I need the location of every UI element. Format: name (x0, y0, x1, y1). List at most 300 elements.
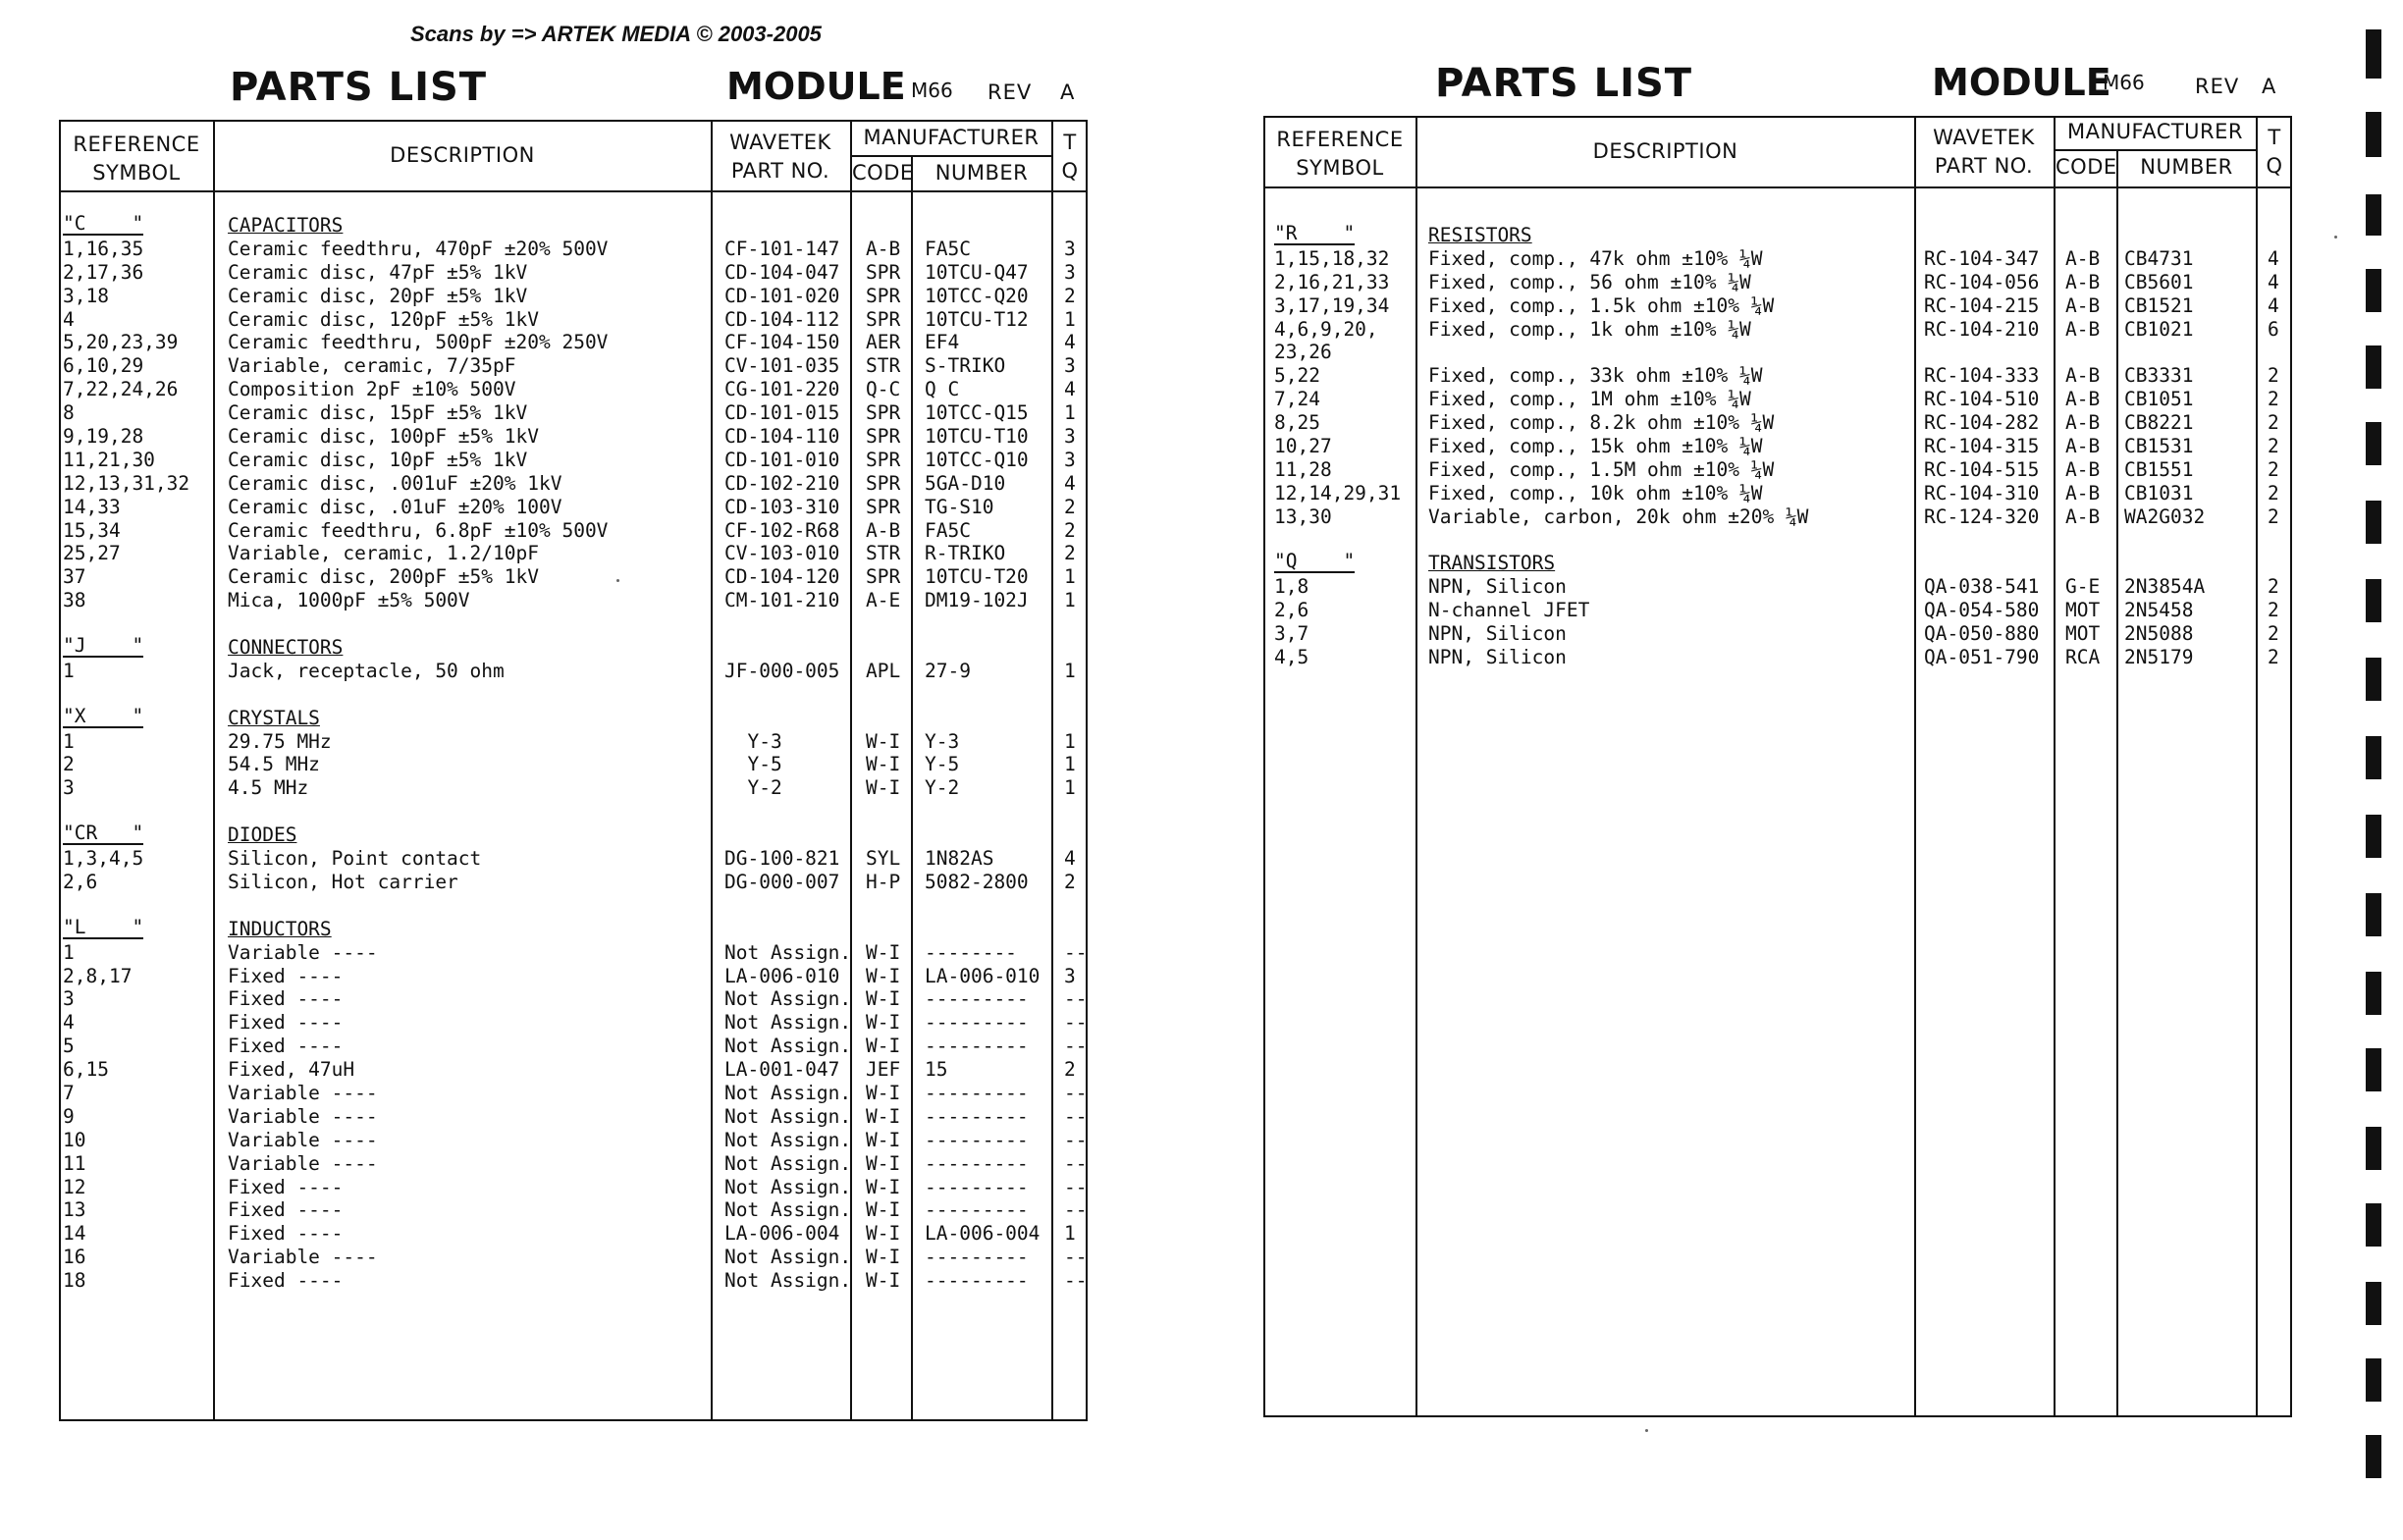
description-cell: CAPACITORS (228, 214, 344, 237)
ref-symbol-cell: 12,13,31,32 (63, 471, 190, 495)
tq-cell: 1 (1064, 659, 1076, 682)
tq-cell: 2 (2268, 622, 2279, 646)
binder-hole (2366, 1282, 2381, 1325)
description-cell: Ceramic disc, 200pF ±5% 1kV (228, 565, 539, 589)
part-number-cell: QA-038-541 (1924, 575, 2040, 599)
ref-symbol-cell: 1,16,35 (63, 237, 144, 260)
table-row (0, 941, 1088, 965)
ref-symbol-cell: 2,8,17 (63, 964, 133, 987)
mfr-code-cell: STR (866, 354, 901, 378)
module-label: MODULE (726, 65, 906, 108)
mfr-number-cell: 10TCC-Q20 (925, 284, 1029, 307)
header-description: DESCRIPTION (1592, 139, 1738, 163)
table-row (0, 247, 2297, 271)
description-cell: Fixed, 47uH (228, 1058, 355, 1082)
mfr-code-cell: A-B (2065, 481, 2101, 504)
tq-cell: -- (1064, 1269, 1088, 1293)
table-row (0, 1198, 1088, 1222)
table-row (0, 458, 2297, 482)
header-reference (61, 131, 212, 187)
tq-cell: 1 (1064, 729, 1076, 753)
tq-cell: 1 (1064, 753, 1076, 776)
tq-cell: 2 (2268, 599, 2279, 622)
table-row (0, 1269, 1088, 1293)
tq-cell: 2 (2268, 646, 2279, 669)
tq-cell: 2 (2268, 481, 2279, 504)
tq-cell: 2 (2268, 575, 2279, 599)
ref-symbol-cell: 9 (63, 1104, 75, 1128)
ref-symbol-cell: 13 (63, 1198, 86, 1222)
mfr-code-cell: W-I (866, 753, 901, 776)
mfr-number-cell: CB1531 (2124, 435, 2194, 458)
section-header-row (0, 915, 1088, 941)
tq-cell: 4 (1064, 378, 1076, 401)
mfr-code-cell: W-I (866, 964, 901, 987)
description-cell: Ceramic feedthru, 500pF ±20% 250V (228, 331, 609, 354)
table-row (0, 987, 1088, 1011)
description-cell: Fixed, comp., 56 ohm ±10% ¼W (1428, 270, 1751, 293)
mfr-number-cell: --------- (925, 1128, 1029, 1151)
part-number-cell: CD-104-047 (724, 260, 840, 284)
description-cell: Variable, ceramic, 7/35pF (228, 354, 516, 378)
table-row (0, 482, 2297, 505)
scan-speck (616, 579, 619, 582)
description-cell: TRANSISTORS (1428, 552, 1556, 575)
mfr-number-cell: CB1551 (2124, 457, 2194, 481)
tq-cell: 4 (1064, 471, 1076, 495)
mfr-number-cell: LA-006-004 (925, 1222, 1041, 1246)
description-cell: Ceramic disc, .001uF ±20% 1kV (228, 471, 562, 495)
module-value: M66 (911, 79, 953, 102)
ref-symbol-cell: 4 (63, 1011, 75, 1035)
mfr-number-cell: CB1021 (2124, 317, 2194, 341)
rev-value: A (2262, 75, 2277, 98)
part-number-cell: CD-104-110 (724, 425, 840, 449)
tq-cell: 4 (1064, 847, 1076, 871)
ref-symbol-cell: 3 (63, 987, 75, 1011)
ref-symbol-cell: 7 (63, 1081, 75, 1104)
tq-cell: 4 (2268, 293, 2279, 317)
tq-cell: 2 (2268, 388, 2279, 411)
header-number: NUMBER (934, 161, 1029, 185)
part-number-cell: CD-101-015 (724, 401, 840, 425)
scan-speck (1645, 1429, 1648, 1432)
tq-cell: 2 (1064, 542, 1076, 565)
section-header-row (0, 224, 2297, 247)
ref-symbol-cell: 10,27 (1274, 435, 1332, 458)
table-row (0, 871, 1088, 894)
tq-cell: -- (1064, 1081, 1088, 1104)
mfr-number-cell: CB1521 (2124, 293, 2194, 317)
table-row (0, 388, 2297, 411)
section-header-row (0, 552, 2297, 575)
tq-cell: -- (1064, 987, 1088, 1011)
ref-symbol-cell: 2,6 (1274, 599, 1309, 622)
description-cell: Fixed ---- (228, 1035, 344, 1058)
description-cell: Silicon, Point contact (228, 847, 482, 871)
description-cell: Variable ---- (228, 1104, 378, 1128)
ref-symbol-cell: "X " (63, 704, 144, 727)
description-cell: Variable ---- (228, 1246, 378, 1269)
description-cell: Variable ---- (228, 940, 378, 964)
table-row (0, 894, 1088, 918)
ref-symbol-cell: 14 (63, 1222, 86, 1246)
mfr-number-cell: 2N5458 (2124, 599, 2194, 622)
mfr-number-cell: 1N82AS (925, 847, 994, 871)
mfr-code-cell: A-B (2065, 435, 2101, 458)
ref-symbol-cell: 2 (63, 753, 75, 776)
description-cell: Variable ---- (228, 1081, 378, 1104)
binder-hole (2366, 1048, 2381, 1091)
mfr-code-cell: A-B (2065, 270, 2101, 293)
mfr-number-cell: --------- (925, 1269, 1029, 1293)
mfr-number-cell: 10TCU-T12 (925, 307, 1029, 331)
tq-cell: 3 (1064, 425, 1076, 449)
mfr-number-cell: --------- (925, 1246, 1029, 1269)
mfr-code-cell: W-I (866, 1104, 901, 1128)
ref-symbol-cell: 2,6 (63, 870, 98, 893)
part-number-cell: CV-103-010 (724, 542, 840, 565)
binder-hole (2366, 1358, 2381, 1402)
ref-symbol-cell: "L " (63, 915, 144, 938)
tq-cell: -- (1064, 940, 1088, 964)
mfr-number-cell: TG-S10 (925, 495, 994, 518)
table-row (0, 1058, 1088, 1082)
description-cell: Ceramic disc, 20pF ±5% 1kV (228, 284, 528, 307)
part-number-cell: Not Assign. (724, 1011, 852, 1035)
tq-cell: 3 (1064, 448, 1076, 471)
table-row (0, 294, 2297, 318)
tq-cell: 1 (1064, 401, 1076, 425)
mfr-code-cell: W-I (866, 1081, 901, 1104)
table-row (0, 1176, 1088, 1199)
scan-credit: Scans by => ARTEK MEDIA © 2003-2005 (410, 22, 822, 46)
mfr-number-cell: 10TCU-Q47 (925, 260, 1029, 284)
mfr-number-cell: Y-5 (925, 753, 960, 776)
mfr-number-cell: CB8221 (2124, 411, 2194, 435)
mfr-code-cell: SPR (866, 565, 901, 589)
mfr-number-cell: --------- (925, 987, 1029, 1011)
tq-cell: 2 (2268, 364, 2279, 388)
header-description: DESCRIPTION (390, 143, 535, 167)
tq-cell: 3 (1064, 237, 1076, 260)
header-tq-line1: T (1063, 131, 1077, 154)
header-manufacturer: MANUFACTURER (2066, 120, 2244, 143)
mfr-code-cell: W-I (866, 1198, 901, 1222)
binder-hole (2366, 422, 2381, 465)
ref-symbol-cell: 12,14,29,31 (1274, 481, 1402, 504)
part-number-cell: CF-102-R68 (724, 518, 840, 542)
part-number-cell: DG-000-007 (724, 870, 840, 893)
mfr-number-cell: --------- (925, 1198, 1029, 1222)
binder-hole (2366, 1435, 2381, 1478)
header-divider (59, 190, 1088, 192)
ref-symbol-cell: 1 (63, 729, 75, 753)
mfr-code-cell: SPR (866, 495, 901, 518)
ref-symbol-cell: 1,8 (1274, 575, 1309, 599)
mfr-code-cell: MOT (2065, 622, 2101, 646)
ref-symbol-cell: 4 (63, 307, 75, 331)
mfr-code-cell: W-I (866, 1246, 901, 1269)
part-number-cell: Y-3 (724, 729, 782, 753)
mfr-code-cell: SPR (866, 448, 901, 471)
ref-symbol-cell: 7,24 (1274, 388, 1320, 411)
part-number-cell: Y-5 (724, 753, 782, 776)
part-number-cell: Not Assign. (724, 1246, 852, 1269)
ref-symbol-cell: 2,16,21,33 (1274, 270, 1390, 293)
part-number-cell: Not Assign. (724, 1081, 852, 1104)
ref-symbol-cell: 16 (63, 1246, 86, 1269)
binder-hole (2366, 736, 2381, 779)
ref-symbol-cell: 1,15,18,32 (1274, 246, 1390, 270)
table-row (0, 1082, 1088, 1105)
part-number-cell: RC-124-320 (1924, 504, 2040, 528)
description-cell: Ceramic disc, .01uF ±20% 100V (228, 495, 562, 518)
ref-symbol-cell: 25,27 (63, 542, 121, 565)
mfr-code-cell: A-B (2065, 364, 2101, 388)
part-number-cell: Not Assign. (724, 1175, 852, 1198)
header-wavetek-line1: WAVETEK (1933, 126, 2035, 149)
binder-hole (2366, 501, 2381, 544)
ref-symbol-cell: 8,25 (1274, 411, 1320, 435)
mfr-number-cell: FA5C (925, 237, 971, 260)
tq-cell: 1 (1064, 565, 1076, 589)
ref-symbol-cell: 14,33 (63, 495, 121, 518)
part-number-cell: CM-101-210 (724, 589, 840, 612)
mfr-number-cell: --------- (925, 1035, 1029, 1058)
description-cell: NPN, Silicon (1428, 575, 1567, 599)
ref-symbol-cell: 3,18 (63, 284, 109, 307)
description-cell: Silicon, Hot carrier (228, 870, 458, 893)
part-number-cell: CD-104-120 (724, 565, 840, 589)
mfr-code-cell: A-E (866, 589, 901, 612)
description-cell: 54.5 MHz (228, 753, 320, 776)
mfr-number-cell: 15 (925, 1058, 948, 1082)
header-reference-line1: REFERENCE (1276, 128, 1404, 151)
description-cell: Ceramic disc, 120pF ±5% 1kV (228, 307, 539, 331)
tq-cell: 2 (2268, 457, 2279, 481)
description-cell: Jack, receptacle, 50 ohm (228, 659, 505, 682)
ref-symbol-cell: 15,34 (63, 518, 121, 542)
part-number-cell: Not Assign. (724, 1128, 852, 1151)
mfr-code-cell: SPR (866, 307, 901, 331)
part-number-cell: RC-104-056 (1924, 270, 2040, 293)
ref-symbol-cell: 3,17,19,34 (1274, 293, 1390, 317)
table-row (0, 1011, 1088, 1035)
binder-hole (2366, 893, 2381, 936)
description-cell: Ceramic disc, 15pF ±5% 1kV (228, 401, 528, 425)
description-cell: Fixed, comp., 15k ohm ±10% ¼W (1428, 435, 1763, 458)
mfr-number-cell: --------- (925, 1011, 1029, 1035)
part-number-cell: CF-104-150 (724, 331, 840, 354)
mfr-code-cell: APL (866, 659, 901, 682)
mfr-code-cell: W-I (866, 1035, 901, 1058)
binder-hole (2366, 1127, 2381, 1170)
description-cell: Ceramic disc, 100pF ±5% 1kV (228, 425, 539, 449)
part-number-cell: CF-101-147 (724, 237, 840, 260)
mfr-number-cell: 2N5179 (2124, 646, 2194, 669)
mfr-code-cell: SPR (866, 284, 901, 307)
ref-symbol-cell: 4,6,9,20, (1274, 317, 1378, 341)
ref-symbol-cell: 6,15 (63, 1058, 109, 1082)
description-cell: Fixed, comp., 47k ohm ±10% ¼W (1428, 246, 1763, 270)
description-cell: 29.75 MHz (228, 729, 332, 753)
mfr-code-cell: W-I (866, 1222, 901, 1246)
description-cell: Fixed ---- (228, 1269, 344, 1293)
tq-cell: 2 (1064, 518, 1076, 542)
part-number-cell: CD-101-020 (724, 284, 840, 307)
mfr-number-cell: --------- (925, 1104, 1029, 1128)
description-cell: Variable, ceramic, 1.2/10pF (228, 542, 539, 565)
mfr-number-cell: --------- (925, 1081, 1029, 1104)
part-number-cell: RC-104-282 (1924, 411, 2040, 435)
table-row (0, 318, 2297, 342)
mfr-code-cell: H-P (866, 870, 901, 893)
header-wavetek-line2: PART NO. (1934, 154, 2034, 178)
mfr-number-cell: 10TCU-T20 (925, 565, 1029, 589)
part-number-cell: RC-104-315 (1924, 435, 2040, 458)
mfr-code-cell: W-I (866, 729, 901, 753)
tq-cell: 2 (2268, 435, 2279, 458)
mfr-number-cell: 10TCU-T10 (925, 425, 1029, 449)
part-number-cell: Not Assign. (724, 1198, 852, 1222)
part-number-cell: Y-2 (724, 776, 782, 800)
binder-hole (2366, 1203, 2381, 1247)
ref-symbol-cell: 9,19,28 (63, 425, 144, 449)
mfr-code-cell: AER (866, 331, 901, 354)
mfr-number-cell: -------- (925, 940, 1017, 964)
table-row (0, 271, 2297, 294)
part-number-cell: RC-104-333 (1924, 364, 2040, 388)
mfr-code-cell: W-I (866, 1269, 901, 1293)
ref-symbol-cell: "J " (63, 634, 144, 658)
header-reference-line2: SYMBOL (92, 161, 181, 185)
part-number-cell: RC-104-510 (1924, 388, 2040, 411)
mfr-number-cell: S-TRIKO (925, 354, 1006, 378)
ref-symbol-cell: 11,21,30 (63, 448, 155, 471)
mfr-number-cell: 10TCC-Q10 (925, 448, 1029, 471)
description-cell: Fixed ---- (228, 1222, 344, 1246)
parts-rows (0, 224, 2297, 669)
table-row (0, 364, 2297, 388)
description-cell: 4.5 MHz (228, 776, 309, 800)
part-number-cell: RC-104-310 (1924, 481, 2040, 504)
ref-symbol-cell: 2,17,36 (63, 260, 144, 284)
description-cell: Mica, 1000pF ±5% 500V (228, 589, 470, 612)
ref-symbol-cell: 12 (63, 1175, 86, 1198)
description-cell: Fixed ---- (228, 987, 344, 1011)
header-number: NUMBER (2140, 155, 2233, 179)
description-cell: Fixed, comp., 1.5k ohm ±10% ¼W (1428, 293, 1775, 317)
part-number-cell: CG-101-220 (724, 378, 840, 401)
header-reference (1265, 126, 1415, 183)
table-row (0, 1035, 1088, 1058)
description-cell: Composition 2pF ±10% 500V (228, 378, 516, 401)
table-row (0, 1105, 1088, 1129)
tq-cell: -- (1064, 1151, 1088, 1175)
table-row (0, 341, 2297, 364)
part-number-cell: Not Assign. (724, 1151, 852, 1175)
ref-symbol-cell: "Q " (1274, 550, 1356, 573)
table-row (0, 800, 1088, 823)
ref-symbol-cell: 5,22 (1274, 364, 1320, 388)
ref-symbol-cell: 11,28 (1274, 457, 1332, 481)
mfr-number-cell: LA-006-010 (925, 964, 1041, 987)
scan-speck (2334, 236, 2337, 239)
header-code: CODE (852, 161, 914, 185)
table-row (0, 1246, 1088, 1269)
tq-cell: 2 (1064, 870, 1076, 893)
description-cell: Fixed, comp., 1M ohm ±10% ¼W (1428, 388, 1751, 411)
page-title: PARTS LIST (230, 65, 488, 110)
table-row (0, 575, 2297, 599)
tq-cell: 4 (2268, 270, 2279, 293)
mfr-number-cell: EF4 (925, 331, 960, 354)
table-row (0, 847, 1088, 871)
binder-hole (2366, 972, 2381, 1015)
mfr-code-cell: SPR (866, 260, 901, 284)
tq-cell: 2 (1064, 1058, 1076, 1082)
ref-symbol-cell: 23,26 (1274, 341, 1332, 364)
table-row (0, 753, 1088, 776)
ref-symbol-cell: "CR " (63, 822, 144, 845)
mfr-number-cell: WA2G032 (2124, 504, 2206, 528)
header-reference-line2: SYMBOL (1296, 156, 1384, 180)
part-number-cell: LA-006-004 (724, 1222, 840, 1246)
description-cell: Fixed ---- (228, 1175, 344, 1198)
tq-cell: -- (1064, 1198, 1088, 1222)
binder-hole (2366, 29, 2381, 79)
tq-cell: 2 (1064, 495, 1076, 518)
header-reference-line1: REFERENCE (73, 133, 200, 156)
binder-hole (2366, 112, 2381, 157)
header-tq-line2: Q (1061, 159, 1079, 183)
table-row (0, 1222, 1088, 1246)
tq-cell: 3 (1064, 964, 1076, 987)
table-row (0, 1152, 1088, 1176)
description-cell: Fixed, comp., 1.5M ohm ±10% ¼W (1428, 457, 1775, 481)
mfr-number-cell: Q C (925, 378, 960, 401)
mfr-code-cell: A-B (2065, 504, 2101, 528)
mfr-code-cell: A-B (2065, 317, 2101, 341)
header-divider (1263, 186, 2292, 188)
table-row (0, 776, 1088, 800)
mfr-number-cell: --------- (925, 1151, 1029, 1175)
part-number-cell: Not Assign. (724, 1269, 852, 1293)
tq-cell: 3 (1064, 260, 1076, 284)
ref-symbol-cell: "R " (1274, 222, 1356, 244)
tq-cell: -- (1064, 1175, 1088, 1198)
tq-cell: -- (1064, 1246, 1088, 1269)
rev-value: A (1060, 80, 1076, 104)
ref-symbol-cell: 4,5 (1274, 646, 1309, 669)
table-row (0, 599, 2297, 622)
header-wavetek-line1: WAVETEK (729, 131, 831, 154)
table-row (0, 411, 2297, 435)
ref-symbol-cell: 5,20,23,39 (63, 331, 179, 354)
part-number-cell: Not Assign. (724, 987, 852, 1011)
section-header-row (0, 823, 1088, 847)
mfr-number-cell: 10TCC-Q15 (925, 401, 1029, 425)
mfr-number-cell: 2N5088 (2124, 622, 2194, 646)
mfr-number-cell: 5GA-D10 (925, 471, 1006, 495)
mfr-code-cell: W-I (866, 776, 901, 800)
header-tq-line2: Q (2266, 154, 2283, 178)
header-tq (2258, 124, 2291, 181)
mfr-code-cell: A-B (2065, 388, 2101, 411)
description-cell: Ceramic disc, 10pF ±5% 1kV (228, 448, 528, 471)
header-code: CODE (2056, 155, 2117, 179)
